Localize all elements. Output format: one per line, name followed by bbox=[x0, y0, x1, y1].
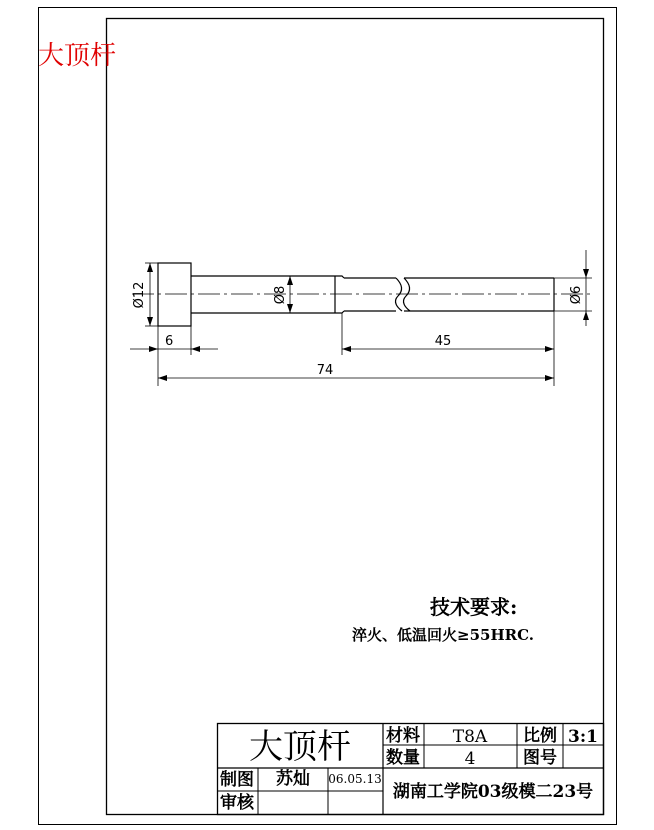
drawn-by-label: 制图 bbox=[220, 770, 254, 790]
head-outline bbox=[158, 263, 191, 326]
tech-requirements-text: 淬火、低温回火≥55HRC. bbox=[352, 626, 534, 644]
scale-label: 比例 bbox=[523, 726, 557, 746]
drawn-date: 06.05.13 bbox=[328, 772, 382, 786]
part-drawing bbox=[132, 263, 590, 326]
part-name: 大顶杆 bbox=[249, 727, 351, 767]
step-chamfer bbox=[335, 276, 344, 313]
drawing-number-label: 图号 bbox=[523, 748, 557, 768]
material-label: 材料 bbox=[386, 726, 420, 746]
scale-value: 3:1 bbox=[568, 727, 598, 747]
break-line-2 bbox=[403, 278, 410, 311]
shank-outline bbox=[191, 276, 335, 313]
dim-text-d12: Ø12 bbox=[132, 281, 147, 309]
dim-text-45: 45 bbox=[434, 334, 452, 349]
quantity-label: 数量 bbox=[386, 748, 420, 768]
inner-frame bbox=[107, 19, 604, 815]
organization: 湖南工学院03级模二23号 bbox=[392, 782, 594, 802]
drawn-by-name: 苏灿 bbox=[276, 769, 310, 789]
material-value: T8A bbox=[452, 727, 488, 747]
rod-outline-left bbox=[344, 278, 396, 311]
corner-title: 大顶杆 bbox=[38, 41, 117, 71]
dim-text-6: 6 bbox=[165, 334, 174, 349]
dim-text-74: 74 bbox=[316, 363, 334, 378]
quantity-value: 4 bbox=[464, 749, 476, 769]
rod-outline-right bbox=[404, 278, 554, 311]
dim-text-d6: Ø6 bbox=[569, 285, 584, 305]
outer-border bbox=[39, 8, 617, 825]
dimensions bbox=[130, 250, 592, 386]
break-line-1 bbox=[395, 278, 402, 311]
checked-by-label: 审核 bbox=[220, 793, 254, 813]
dim-text-d8: Ø8 bbox=[273, 285, 288, 305]
tech-requirements-heading: 技术要求: bbox=[430, 595, 518, 619]
